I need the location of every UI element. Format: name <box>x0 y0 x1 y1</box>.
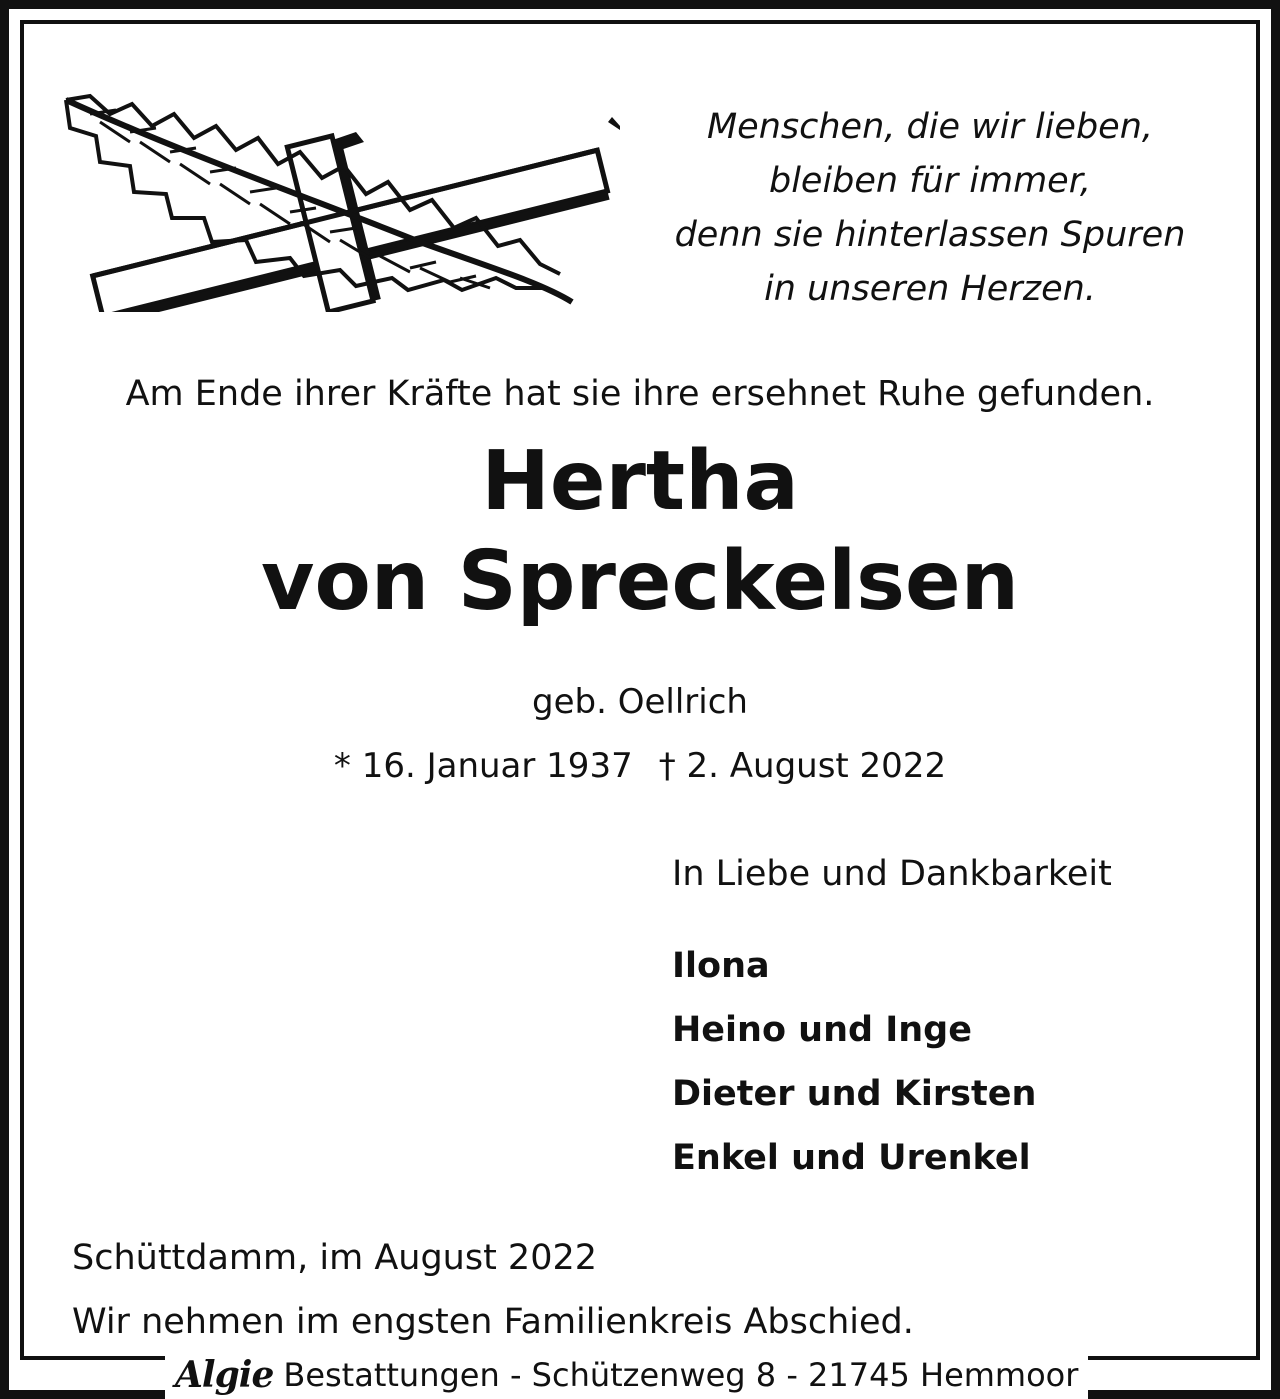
cross-with-palm-leaf-icon <box>60 92 620 312</box>
mourners-list <box>672 934 1036 1190</box>
mourner: Ilona <box>672 946 770 986</box>
first-name: Hertha <box>481 434 799 529</box>
undertaker-address: Bestattungen - Schützenweg 8 - 21745 Hemmoor <box>283 1356 1079 1394</box>
death-date: † 2. August 2022 <box>658 746 947 786</box>
thanks-line: In Liebe und Dankbarkeit <box>672 854 1112 894</box>
mourner: Heino und Inge <box>672 1010 972 1050</box>
farewell-note: Wir nehmen im engsten Familienkreis Abschied. <box>72 1302 914 1342</box>
poem-line: bleiben für immer, <box>768 161 1092 201</box>
mourner: Dieter und Kirsten <box>672 1074 1037 1114</box>
maiden-name: geb. Oellrich <box>532 682 748 722</box>
poem-line: in unseren Herzen. <box>764 269 1096 309</box>
birth-date: * 16. Januar 1937 <box>333 746 633 786</box>
last-name: von Spreckelsen <box>261 534 1019 629</box>
closing-text <box>72 1226 914 1354</box>
deceased-name <box>0 432 1280 632</box>
poem-line: Menschen, die wir lieben, <box>706 107 1154 147</box>
undertaker-credit <box>165 1351 1088 1399</box>
poem-line: denn sie hinterlassen Spuren <box>674 215 1186 255</box>
memorial-poem <box>640 100 1220 316</box>
mourner: Enkel und Urenkel <box>672 1138 1031 1178</box>
place-date: Schüttdamm, im August 2022 <box>72 1238 597 1278</box>
undertaker-logo: Algie <box>175 1354 274 1396</box>
life-dates <box>0 746 1280 786</box>
intro-sentence: Am Ende ihrer Kräfte hat sie ihre ersehnet Ruhe gefunden. <box>125 374 1155 414</box>
